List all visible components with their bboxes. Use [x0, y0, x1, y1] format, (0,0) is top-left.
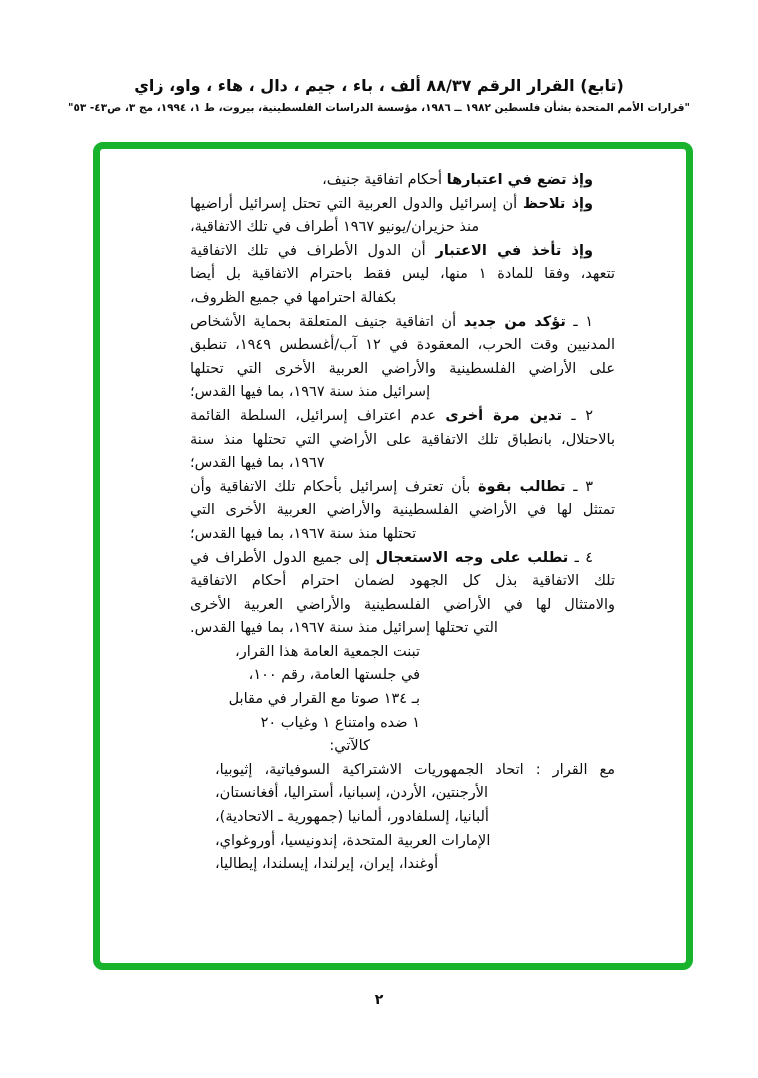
text-line [190, 806, 615, 830]
text-line [190, 287, 615, 311]
text-segment: أن اتفاقية جنيف المتعلقة بحماية الأشخاص [190, 313, 464, 330]
text-segment: ٤ ـ [568, 549, 594, 566]
text-segment: أوغندا، إيران، إيرلندا، إيسلندا، إيطاليا، [215, 856, 439, 873]
text-line [190, 735, 615, 759]
header-title: (تابع) القرار الرقم ٨٨/٣٧ ألف ، باء ، جيم ، دال ، هاء ، واو، زاي [134, 76, 624, 95]
text-segment: منذ حزيران/يونيو ١٩٦٧ أطراف في تلك الاتفاقية، [190, 219, 480, 236]
text-segment: التي تحتلها إسرائيل منذ سنة ١٩٦٧، بما فيها القدس. [190, 620, 498, 637]
text-line [190, 499, 615, 523]
text-segment: ٣ ـ [565, 478, 593, 495]
bold-text-segment: تطلب على وجه الاستعجال [375, 549, 569, 566]
text-line [190, 334, 615, 358]
text-segment: تتعهد، وفقا للمادة ١ منها، ليس فقط باحترام الاتفاقية بل أيضا [190, 266, 615, 283]
text-segment: ١ ضده وامتناع ١ وغياب ٢٠ [260, 714, 420, 731]
resolution-body [190, 169, 615, 877]
page-number: ٢ [374, 992, 384, 1008]
text-segment: تلك الاتفاقية بذل كل الجهود لضمان احترام أحكام الاتفاقية [190, 573, 615, 590]
text-segment: تحتلها منذ سنة ١٩٦٧، بما فيها القدس؛ [190, 525, 417, 542]
bold-text-segment: وإذ تضع في اعتبارها [446, 172, 593, 188]
text-segment: على الأراضي الفلسطينية والأراضي العربية الأخرى التي تحتلها [190, 360, 615, 377]
text-segment: إلى جميع الدول الأطراف في [190, 549, 376, 566]
bold-text-segment: وإذ تلاحظ [522, 195, 594, 212]
text-line [190, 476, 615, 500]
text-line [190, 405, 615, 429]
text-segment: كالآتي: [329, 738, 370, 755]
text-line [190, 570, 615, 594]
text-segment: بالاحتلال، بانطباق تلك الاتفاقية على الأراضي التي تحتلها منذ سنة [190, 431, 615, 448]
text-line [190, 830, 615, 854]
text-line [190, 216, 615, 240]
text-line [190, 193, 615, 217]
bold-text-segment: وإذ تأخذ في الاعتبار [435, 242, 593, 259]
text-segment: أن الدول الأطراف في تلك الاتفاقية [190, 242, 436, 259]
text-segment: ١ ـ [565, 313, 594, 330]
text-segment: أن إسرائيل والدول العربية التي تحتل إسرائيل أراضيها [190, 195, 523, 212]
text-segment: المدنيين وقت الحرب، المعقودة في ١٢ آب/أغسطس ١٩٤٩، تنطبق [190, 337, 615, 354]
text-segment: والامتثال لها في الأراضي الفلسطينية والأراضي العربية الأخرى [190, 596, 615, 613]
text-line [190, 452, 615, 476]
text-segment: مع القرار : اتحاد الجمهوريات الاشتراكية السوفياتية، إثيوبيا، [215, 761, 615, 778]
text-line [190, 759, 615, 783]
text-line [190, 429, 615, 453]
bold-text-segment: تؤكد من جديد [463, 313, 566, 330]
text-line [190, 358, 615, 382]
text-segment: ١٩٦٧، بما فيها القدس؛ [190, 455, 325, 472]
text-segment: إسرائيل منذ سنة ١٩٦٧، بما فيها القدس؛ [190, 384, 431, 401]
text-segment: بكفالة احترامها في جميع الظروف، [190, 289, 397, 306]
text-segment: ٢ ـ [561, 407, 593, 424]
text-line [190, 263, 615, 287]
text-line [190, 311, 615, 335]
text-segment: تمتثل لها في الأراضي الفلسطينية والأراضي العربية الأخرى التي [190, 502, 615, 519]
text-segment: بـ ١٣٤ صوتا مع القرار في مقابل [228, 691, 420, 708]
text-line [190, 169, 615, 193]
text-line [190, 641, 615, 665]
text-line [190, 240, 615, 264]
text-line [190, 782, 615, 806]
text-segment: عدم اعتراف إسرائيل، السلطة القائمة [190, 407, 446, 424]
text-segment: بأن تعترف إسرائيل بأحكام تلك الاتفاقية وأن [190, 478, 478, 495]
text-line [190, 617, 615, 641]
text-line [190, 688, 615, 712]
text-segment: أحكام اتفاقية جنيف، [322, 172, 447, 188]
text-line [190, 381, 615, 405]
bold-text-segment: تطالب بقوة [477, 478, 566, 495]
text-segment: في جلستها العامة، رقم ١٠٠، [248, 667, 420, 684]
text-line [190, 664, 615, 688]
bold-text-segment: تدين مرة أخرى [445, 407, 562, 424]
text-line [190, 712, 615, 736]
header-source-citation: "قرارات الأمم المتحدة بشأن فلسطين ١٩٨٢ ــ ١٩٨٦، مؤسسة الدراسات الفلسطينية، بيروت، ط ١، ١٩٩٤، مج ٣، ص٤٣- ٥٣" [67, 102, 691, 114]
text-segment: الأرجنتين، الأردن، إسبانيا، أستراليا، أفغانستان، [215, 785, 489, 802]
text-line [190, 853, 615, 877]
text-line [190, 523, 615, 547]
text-segment: الإمارات العربية المتحدة، إندونيسيا، أوروغواي، [215, 832, 491, 849]
text-line [190, 594, 615, 618]
text-segment: ألبانيا، إلسلفادور، ألمانيا (جمهورية ـ الاتحادية)، [215, 809, 489, 826]
text-segment: تبنت الجمعية العامة هذا القرار، [235, 643, 420, 660]
text-line [190, 547, 615, 571]
